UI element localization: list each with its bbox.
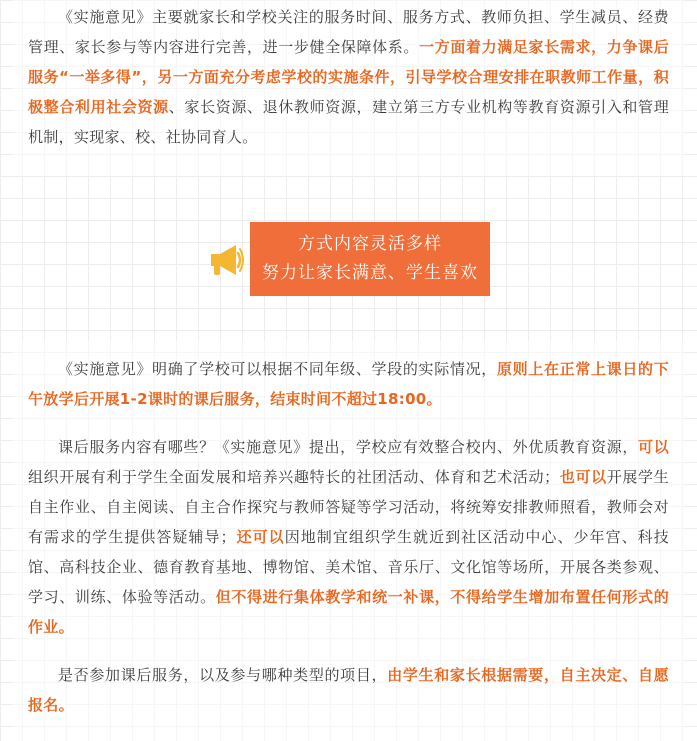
article-section-top [12, 0, 685, 176]
paragraph-implementation-opinion [28, 2, 669, 152]
text-run: 、家长资源、退休教师资源，建立第三方专业机构等教育资源引入和管理机制，实现家、校、社协同育人。 [28, 98, 669, 146]
highlight-text: 由学生和家长根据需要，自主决定、自愿报名。 [28, 666, 669, 714]
banner-line-2: 努力让家长满意、学生喜欢 [262, 263, 478, 283]
text-run: 是否参加课后服务，以及参与哪种类型的项目， [58, 666, 388, 684]
highlight-text: 但不得进行集体教学和统一补课，不得给学生增加布置任何形式的作业。 [28, 588, 670, 636]
text-run: 开展学生自主作业、自主阅读、自主合作探究与教师答疑等学习活动，将统筹安排教师照看，教师会对有需求的学生提供答疑辅导； [28, 468, 669, 546]
text-run: 组织开展有利于学生全面发展和培养兴趣特长的社团活动、体育和艺术活动； [28, 468, 560, 486]
text-run: 《实施意见》主要就家长和学校关注的服务时间、服务方式、教师负担、学生减员、经费管理、家长参与等内容进行完善，进一步健全保障体系。 [28, 8, 669, 56]
highlight-text: 一方面着力满足家长需求，力争课后服务“一举多得”，另一方面充分考虑学校的实施条件，引导学校合理安排在职教师工作量，积极整合利用社会资源 [28, 38, 669, 116]
highlight-text: 还可以 [235, 528, 285, 546]
section-banner [0, 222, 697, 296]
article-section-bottom [12, 340, 685, 741]
highlight-text: 原则上在正常上课日的下午放学后开展1-2课时的课后服务，结束时间不超过18:00。 [28, 360, 669, 408]
banner-box [250, 222, 490, 296]
banner-line-1: 方式内容灵活多样 [298, 234, 442, 254]
text-run: 课后服务内容有哪些？《实施意见》提出，学校应有效整合校内、外优质教育资源， [58, 438, 639, 456]
highlight-text: 可以 [638, 438, 669, 456]
text-run: 因地制宜组织学生就近到社区活动中心、少年宫、科技馆、高科技企业、德育教育基地、博物馆、美术馆、音乐厅、文化馆等场所，开展各类参观、学习、训练、体验等活动。 [28, 528, 669, 606]
paragraph-service-time [28, 354, 669, 414]
paragraph-service-content [28, 432, 669, 642]
highlight-text: 也可以 [559, 468, 607, 486]
megaphone-icon [207, 242, 245, 278]
paragraph-participation [28, 660, 669, 720]
text-run: 《实施意见》明确了学校可以根据不同年级、学段的实际情况， [58, 360, 497, 378]
